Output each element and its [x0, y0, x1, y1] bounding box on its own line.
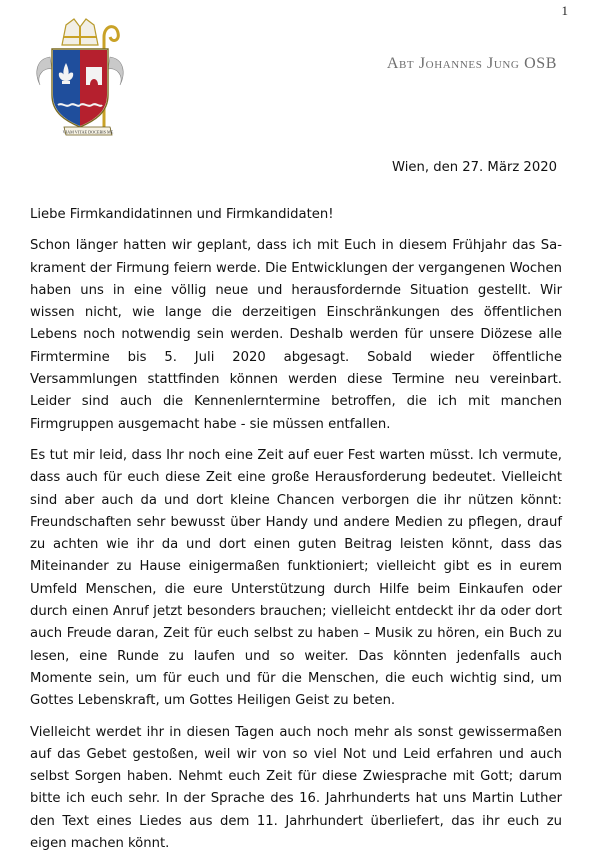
motto-text: VIAM VITAE DOCEBIS ME: [62, 129, 114, 135]
shield-icon: [52, 49, 108, 127]
page-number: 1: [561, 3, 568, 18]
letter-paragraph-2: Es tut mir leid, dass Ihr noch eine Zeit auf euer Fest warten müsst. Ich vermute, dass auch für euch diese Zeit eine große Herausforderung bedeutet. Vielleicht sind aber auch da und dort kleine Chancen verborgen die ihr nützen könnt: Freundschaften sehr bewusst über Handy und andere Medien zu pflegen, drauf zu achten wie ihr da und dort einen guten Beitrag leisten könnt, dass das Miteinander zu Hause einigermaßen funktioniert; vielleicht gibt es in eurem Umfeld Menschen, die eure Unterstützung durch Hilfe beim Einkaufen oder durch einen Anruf jetzt besonders brauchen; vielleicht entdeckt ihr da oder dort auch Freude daran, Zeit für euch selbst zu haben – Musik zu hören, ein Buch zu lesen, eine Runde zu laufen und so weiter. Das könnten jedenfalls auch Momente sein, um für euch und für die Menschen, die euch wichtig sind, um Gottes Lebenskraft, um Gottes Heiligen Geist zu beten.: [30, 447, 562, 709]
author-name: Abt Johannes Jung OSB: [386, 55, 557, 72]
coat-of-arms-logo: [30, 15, 130, 145]
salutation: Liebe Firmkandidatinnen und Firmkandidaten!: [30, 207, 334, 222]
motto-scroll: [63, 127, 114, 135]
date-line: Wien, den 27. März 2020: [391, 160, 557, 175]
mitre-icon: [62, 19, 98, 45]
letter-paragraph-3: Vielleicht werdet ihr in diesen Tagen auch noch mehr als sonst gewissermaßen auf das Gebet gestoßen, weil wir von so viel Not und Leid erfahren und auch selbst Sorgen haben. Nehmt euch Zeit für diese Zwiesprache mit Gott; darum bitte ich euch sehr. In der Sprache des 16. Jahrhunderts hat uns Martin Luther den Text eines Liedes aus dem 11. Jahrhundert überliefert, das ihr euch zu eigen machen könnt.: [30, 724, 562, 852]
letter-paragraph-1: Schon länger hatten wir geplant, dass ich mit Euch in diesem Frühjahr das Sakrament der Firmung feiern werde. Die Entwicklungen der vergangenen Wochen haben uns in eine völlig neue und herausfordernde Situation gestellt. Wir wissen nicht, wie lange die derzeitigen Einschränkungen des öffentlichen Lebens noch notwendig sein werden. Deshalb werden für unsere Diözese alle Firmtermine bis 5. Juli 2020 abgesagt. Sobald wieder öffentliche Versammlungen stattfinden können werden diese Termine neu vereinbart. Leider sind auch die Kennenlerntermine betroffen, die ich mit manchen Firmgruppen ausgemacht habe - sie müssen entfallen.: [30, 238, 562, 432]
letter-body: [30, 204, 562, 864]
